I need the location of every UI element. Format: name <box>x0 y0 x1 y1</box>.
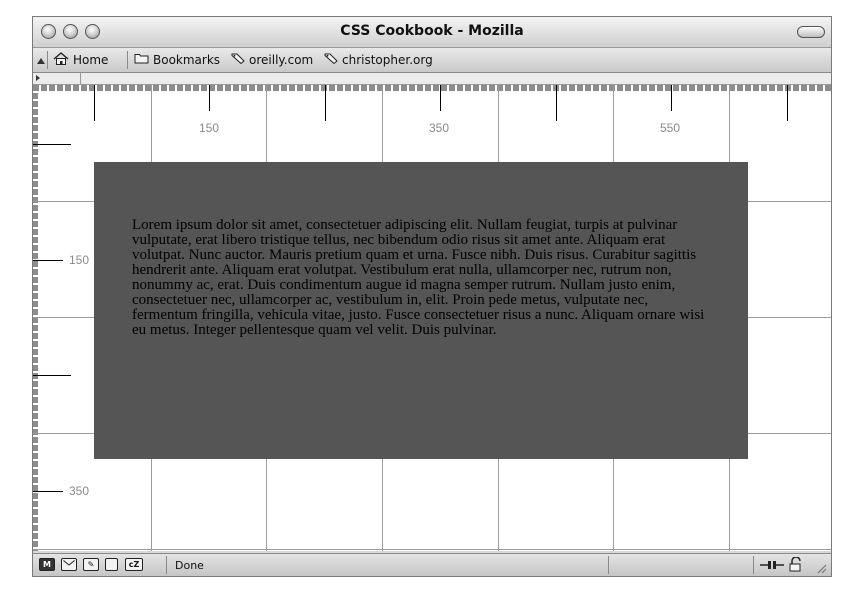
address-book-icon[interactable] <box>105 558 118 571</box>
home-icon <box>53 52 69 69</box>
status-divider <box>608 556 609 574</box>
bookmark-icon <box>324 52 338 68</box>
ruler-label-x: 350 <box>429 121 450 135</box>
security-lock-icon[interactable] <box>789 557 803 575</box>
page-content-area <box>33 85 831 551</box>
composer-icon[interactable]: ✎ <box>83 558 99 571</box>
resize-grip-icon[interactable] <box>815 562 827 577</box>
ruler-label-y: 150 <box>69 253 90 267</box>
ruler-tick <box>33 260 63 261</box>
irc-chat-icon[interactable]: cZ <box>125 558 143 571</box>
status-bar <box>33 553 831 577</box>
bookmark-label: christopher.org <box>342 53 433 67</box>
ruler-tick <box>556 85 557 121</box>
bookmarks-menu-button[interactable] <box>134 52 220 68</box>
online-status-icon[interactable] <box>760 559 784 574</box>
content-box <box>94 162 748 459</box>
bookmark-icon <box>231 52 245 68</box>
ruler-tick <box>33 375 71 376</box>
window-title: CSS Cookbook - Mozilla <box>340 23 524 39</box>
toolbar-divider <box>47 51 48 69</box>
top-ruler <box>33 85 831 91</box>
ruler-tick <box>787 85 788 121</box>
ruler-tick <box>671 85 672 111</box>
bookmark-christopher[interactable] <box>324 52 433 68</box>
bookmark-label: oreilly.com <box>249 53 314 67</box>
expand-toolbar-button[interactable] <box>33 73 81 84</box>
title-bar[interactable] <box>33 17 831 48</box>
status-divider <box>166 556 167 574</box>
personal-toolbar <box>33 48 831 73</box>
toolbar-divider <box>127 51 128 69</box>
mail-icon[interactable] <box>61 558 77 571</box>
toolbar-toggle-button[interactable] <box>797 26 825 38</box>
lorem-paragraph: Lorem ipsum dolor sit amet, consectetuer adipiscing elit. Nullam feugiat, turpis at pulvinar vulputate, erat libero tristique tellus, nec bibendum odio risus sit amet ante. Aliquam erat volutpat. Nunc auctor. Mauris pretium quam et urna. Fusce nibh. Duis risus. Curabitur sagittis hendrerit ante. Aliquam erat volutpat. Vestibulum erat nulla, ullamcorper nec, rutrum non, nonummy ac, erat. Duis condimentum augue id magna semper rutrum. Nullam justo enim, consectetuer nec, ullamcorper ac, vestibulum in, elit. Proin pede metus, vulputate nec, fermentum fringilla, vehicula vitae, justo. Fusce consectetuer risus a nunc. Aliquam ornare wisi eu metus. Integer pellentesque quam vel velit. Duis pulvinar. <box>132 217 705 338</box>
ruler-label-x: 550 <box>660 121 681 135</box>
grid-line <box>33 549 831 550</box>
status-divider <box>753 556 754 574</box>
home-button[interactable] <box>53 52 108 68</box>
ruler-tick <box>94 85 95 121</box>
toolbar-grippy-icon[interactable] <box>37 58 45 64</box>
ruler-tick <box>440 85 441 111</box>
bookmarks-label: Bookmarks <box>153 53 221 67</box>
collapsed-toolbar-row <box>33 73 831 85</box>
expand-arrow-icon <box>36 75 40 81</box>
navigator-icon[interactable]: M <box>39 558 55 571</box>
bookmark-oreilly[interactable] <box>231 52 313 68</box>
status-text: Done <box>175 559 204 572</box>
ruler-label-y: 350 <box>69 484 90 498</box>
ruler-label-x: 150 <box>199 121 220 135</box>
ruler-tick <box>325 85 326 121</box>
folder-icon <box>134 52 149 68</box>
left-ruler <box>33 85 38 551</box>
home-label: Home <box>73 53 109 67</box>
ruler-tick <box>209 85 210 111</box>
browser-window <box>32 16 832 577</box>
ruler-tick <box>33 491 63 492</box>
ruler-tick <box>33 144 71 145</box>
